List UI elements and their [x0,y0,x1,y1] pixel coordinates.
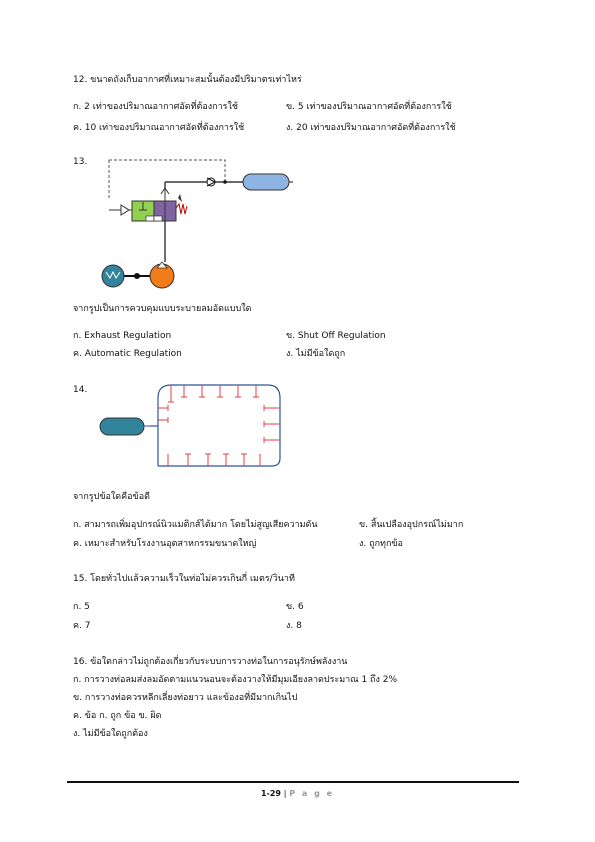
q13-choice-b: ข. Shut Off Regulation [286,331,386,341]
q16-statement-d: ง. ไม่มีข้อใดถูกต้อง [73,729,148,739]
pilot-triangle-icon [121,205,129,215]
q14-choice-b: ข. สิ้นเปลืองอุปกรณ์ไม่มาก [359,520,464,530]
q16-text: 16. ข้อใดกล่าวไม่ถูกต้องเกี่ยวกับระบบการวางท่อในการอนุรักษ์พลังงาน [73,657,348,667]
q14-ring-main-diagram [98,380,298,475]
footer-rule [67,781,519,783]
q13-pneumatic-diagram [95,150,305,300]
right-branches [264,405,280,443]
q13-choice-d: ง. ไม่มีข้อใดถูก [286,349,346,359]
top-branches [168,385,259,402]
compressor-tank [100,418,144,435]
check-valve-icon [207,178,215,186]
page-number: 1-29 [260,789,281,798]
q13-text: จากรูปเป็นการควบคุมแบบระบายลมอัดแบบใด [73,304,252,314]
q15-choice-a: ก. 5 [73,602,90,612]
q16-statement-b: ข. การวางท่อควรหลีกเลี่ยงท่อยาว และข้องอที่มีมากเกินไป [73,693,298,703]
q12-choice-d: ง. 20 เท่าของปริมาณอากาศอัดที่ต้องการใช้ [286,123,456,133]
q13-choice-a: ก. Exhaust Regulation [73,331,172,341]
q13-number: 13. [73,157,88,167]
q12-choice-c: ค. 10 เท่าของปริมาณอากาศอัดที่ต้องการใช้ [73,123,245,133]
page-label: P a g e [289,789,335,798]
q13-choice-c: ค. Automatic Regulation [73,349,182,359]
q15-choice-b: ข. 6 [286,602,304,612]
bottom-branches [168,454,260,466]
q14-choice-a: ก. สามารถเพิ่มอุปกรณ์นิวแมติกส์ได้มาก โดยไม่สูญเสียความดัน [73,520,318,530]
q16-statement-a: ก. การวางท่อลมส่งลมอัดตามแนวนอนจะต้องวางให้มีมุมเอียงลาดประมาณ 1 ถึง 2% [73,675,398,685]
q14-choice-d: ง. ถูกทุกข้อ [359,539,403,549]
q15-text: 15. โดยทั่วไปแล้วความเร็วในท่อไม่ควรเกินกี่ เมตร/วินาที [73,574,295,584]
q12-text: 12. ขนาดถังเก็บอากาศที่เหมาะสมนั้นต้องมีปริมาตรเท่าไหร่ [73,75,302,85]
q14-choice-c: ค. เหมาะสำหรับโรงงานอุตสาหกรรมขนาดใหญ่ [73,539,257,549]
spring-icon [176,204,187,214]
q14-text: จากรูปข้อใดคือข้อดี [73,492,150,502]
air-receiver-tank [243,174,289,190]
q15-choice-c: ค. 7 [73,621,91,631]
motor-icon [102,265,124,287]
q15-choice-d: ง. 8 [286,621,302,631]
page-separator: | [283,789,287,798]
q14-number: 14. [73,385,88,395]
left-branches [158,405,168,423]
q16-statement-c: ค. ข้อ ก. ถูก ข้อ ข. ผิด [73,711,162,721]
q12-choice-a: ก. 2 เท่าของปริมาณอากาศอัดที่ต้องการใช้ [73,102,238,112]
page-footer [0,789,595,798]
q12-choice-b: ข. 5 เท่าของปริมาณอากาศอัดที่ต้องการใช้ [286,102,452,112]
